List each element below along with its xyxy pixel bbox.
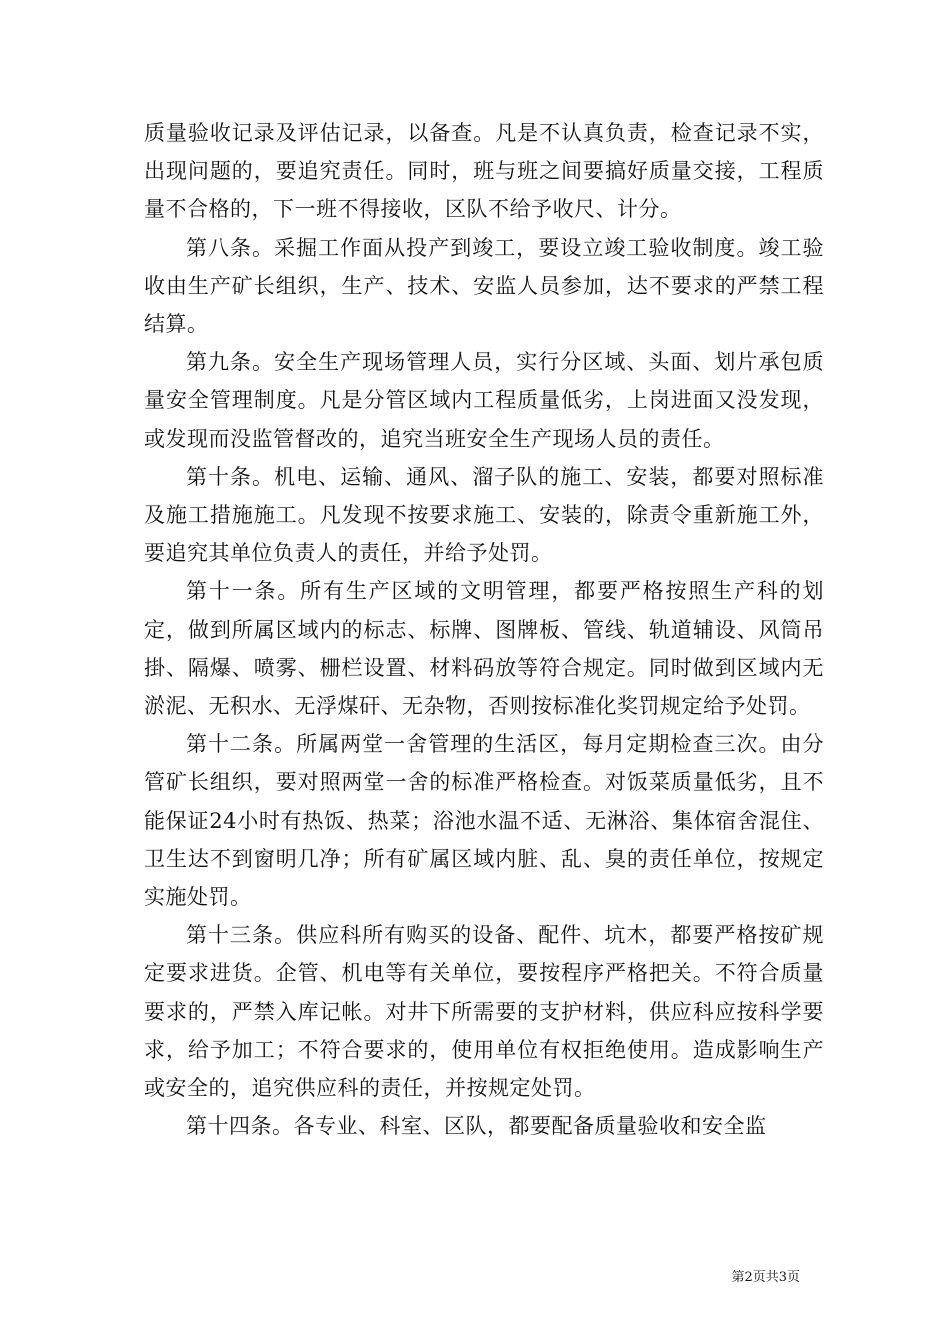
paragraph-article-8: 第八条。采掘工作面从投产到竣工，要设立竣工验收制度。竣工验收由生产矿长组织，生产、技术、安监人员参加，达不要求的严禁工程结算。 [144, 235, 824, 337]
paragraph-article-13: 第十三条。供应科所有购买的设备、配件、坑木，都要严格按矿规定要求进货。企管、机电等有关单位，要按程序严格把关。不符合质量要求的，严禁入库记帐。对井下所需要的支护材料，供应科应按科学要求，给予加工；不符合要求的，使用单位有权拒绝使用。造成影响生产或安全的，追究供应科的责任，并按规定处罚。 [144, 923, 824, 1101]
paragraph-article-10: 第十条。机电、运输、通风、溜子队的施工、安装，都要对照标准及施工措施施工。凡发现不按要求施工、安装的，除责令重新施工外，要追究其单位负责人的责任，并给予处罚。 [144, 464, 824, 566]
page-number-footer: 第2页共3页 [731, 1270, 800, 1285]
paragraph-article-14: 第十四条。各专业、科室、区队，都要配备质量验收和安全监 [186, 1114, 767, 1139]
paragraph-article-11: 第十一条。所有生产区域的文明管理，都要严格按照生产科的划定，做到所属区域内的标志、标牌、图牌板、管线、轨道辅设、风筒吊掛、隔爆、喷雾、栅栏设置、材料码放等符合规定。同时做到区域内无淤泥、无积水、无浮煤矸、无杂物，否则按标准化奖罚规定给予处罚。 [144, 579, 824, 719]
document-body [144, 114, 824, 1145]
paragraph-article-9: 第九条。安全生产现场管理人员，实行分区域、头面、划片承包质量安全管理制度。凡是分管区域内工程质量低劣，上岗进面又没发现，或发现而没监管督改的，追究当班安全生产现场人员的责任。 [144, 350, 824, 451]
paragraph-article-12: 第十二条。所属两堂一舍管理的生活区，每月定期检查三次。由分管矿长组织，要对照两堂一舍的标准严格检查。对饭菜质量低劣，且不能保证24小时有热饭、热菜；浴池水温不适、无淋浴、集体宿舍混住、卫生达不到窗明几净；所有矿属区域内脏、乱、臭的责任单位，按规定实施处罚。 [144, 732, 824, 910]
paragraph-continuation: 质量验收记录及评估记录，以备查。凡是不认真负责，检查记录不实，出现问题的，要追究责任。同时，班与班之间要搞好质量交接，工程质量不合格的，下一班不得接收，区队不给予收尺、计分。 [144, 121, 824, 222]
